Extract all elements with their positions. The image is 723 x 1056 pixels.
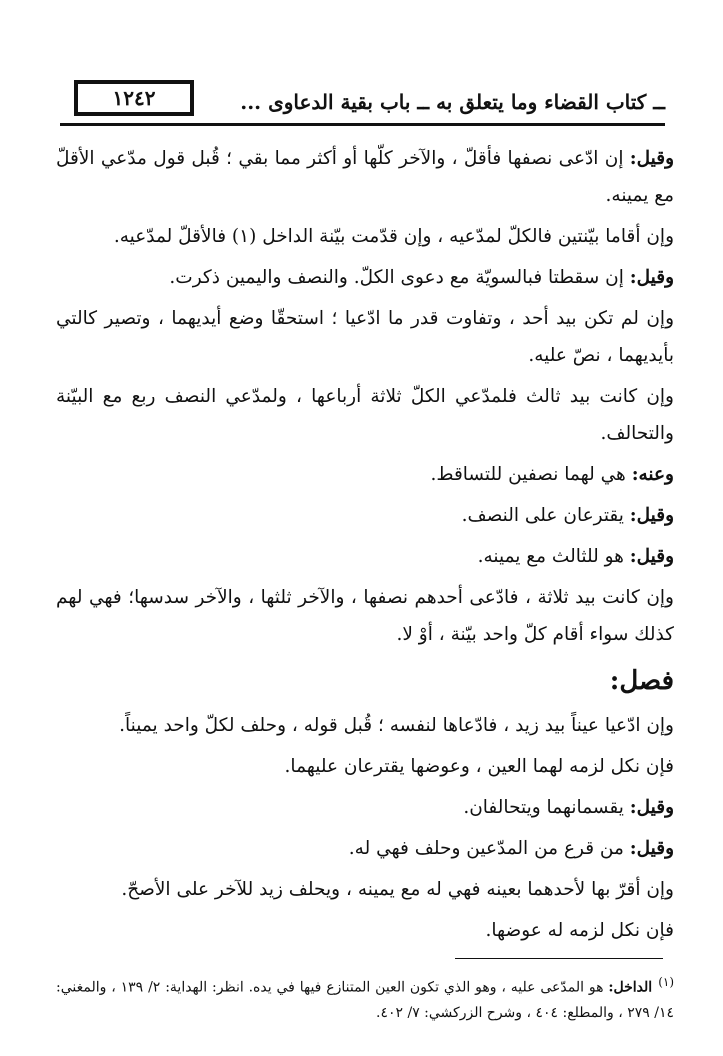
running-head: ــ كتاب القضاء وما يتعلق به ــ باب بقية الدعاوى ... [240,90,665,114]
paragraph [56,871,674,908]
paragraph-text: وإن كانت بيد ثالث فلمدّعي الكلّ ثلاثة أرباعها ، ولمدّعي النصف ربع مع البيّنة والتحالف. [56,386,674,444]
paragraph-text: يقسمانهما ويتحالفان. [463,797,630,818]
paragraph [56,456,674,493]
paragraph [56,259,674,296]
term: وقيل: [629,148,674,169]
term: وقيل: [629,505,674,526]
page-number-box [74,80,194,116]
paragraph [56,378,674,452]
term: وقيل: [629,546,674,567]
main-text [56,140,674,953]
paragraph [56,579,674,653]
footnote-term: الداخل: [608,979,653,996]
section-heading-text: فصل: [609,666,674,696]
paragraph-text: وإن كانت بيد ثلاثة ، فادّعى أحدهم نصفها ، والآخر ثلثها ، والآخر سدسها؛ فهي لهم كذلك سواء أقام كلّ واحد بيّنة ، أوْ لا. [56,587,674,645]
paragraph-text: وإن ادّعيا عيناً بيد زيد ، فادّعاها لنفسه ؛ قُبل قوله ، وحلف لكلّ واحد يميناً. [119,715,674,736]
term: وعنه: [631,464,674,485]
paragraph [56,707,674,744]
page-header [60,80,665,128]
paragraph [56,140,674,214]
section-heading [56,657,674,705]
paragraph-text: وإن أقرّ بها لأحدهما بعينه فهي له مع يمينه ، ويحلف زيد للآخر على الأصحّ. [121,879,674,900]
footnote [56,970,674,1026]
header-rule [60,123,665,126]
paragraph-text: وإن لم تكن بيد أحد ، وتفاوت قدر ما ادّعيا ؛ استحقّا وضع أيديهما ، وتصير كالتي بأيديهما ، نصّ عليه. [56,308,674,366]
paragraph [56,912,674,949]
paragraph-text: وإن أقاما بيّنتين فالكلّ لمدّعيه ، وإن قدّمت بيّنة الداخل (١) فالأقلّ لمدّعيه. [113,226,674,247]
paragraph-text: إن سقطتا فبالسويّة مع دعوى الكلّ. والنصف واليمين ذكرت. [169,267,630,288]
paragraph [56,538,674,575]
paragraph-text: من قرع من المدّعين وحلف فهي له. [348,838,630,859]
footnote-separator [455,958,663,959]
paragraph-text: فإن نكل لزمه له عوضها. [485,920,674,941]
term: وقيل: [629,797,674,818]
term: وقيل: [629,267,674,288]
paragraph [56,218,674,255]
paragraph [56,830,674,867]
paragraph-text: هي لهما نصفين للتساقط. [430,464,632,485]
paragraph [56,300,674,374]
paragraph-text: إن ادّعى نصفها فأقلّ ، والآخر كلّها أو أكثر مما بقي ؛ قُبل قول مدّعي الأقلّ مع يمينه. [56,148,674,206]
paragraph-text: يقترعان على النصف. [461,505,630,526]
footnote-marker: (١) [658,975,675,989]
term: وقيل: [629,838,674,859]
paragraph [56,748,674,785]
paragraph-text: فإن نكل لزمه لهما العين ، وعوضها يقترعان عليهما. [284,756,674,777]
paragraph [56,497,674,534]
footnote-text: هو المدّعى عليه ، وهو الذي تكون العين المتنازع فيها في يده. انظر: الهداية: ٢/ ١٣٩ ، والمغني: ١٤/ ٢٧٩ ، والمطلع: ٤٠٤ ، وشرح الزركشي: ٧/ ٤٠٢. [56,979,674,1021]
page-number: ١٢٤٢ [112,86,156,110]
paragraph [56,789,674,826]
paragraph-text: هو للثالث مع يمينه. [477,546,630,567]
